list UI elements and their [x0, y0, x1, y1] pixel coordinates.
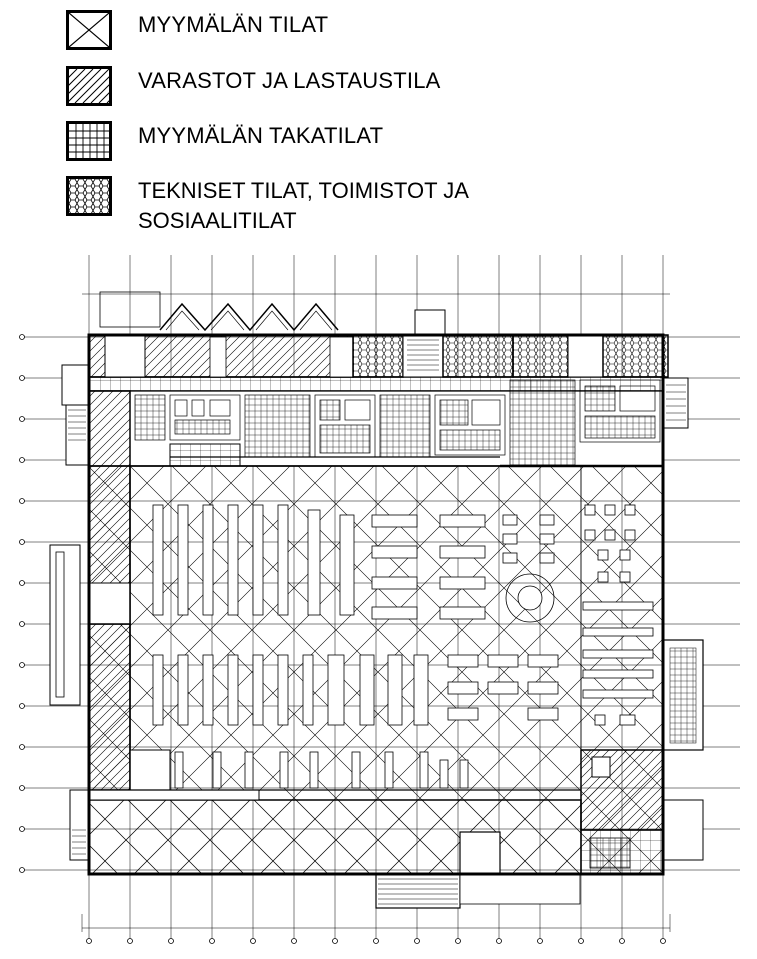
technical-room: [443, 335, 513, 377]
bottom-room: [460, 832, 500, 874]
stair-room: [403, 335, 443, 377]
legend-item-tekniset: [66, 176, 469, 236]
loading-door: [210, 337, 226, 377]
floor-plan: [0, 240, 757, 959]
grid-markers-left: [20, 335, 25, 873]
legend-item-varastot: [66, 66, 441, 106]
diagonal-hatch-swatch: [66, 66, 112, 106]
toilets: [590, 838, 630, 868]
exterior-stair: [62, 365, 88, 405]
checkout-line-band: [89, 790, 259, 800]
ramp: [50, 545, 80, 705]
technical-room: [353, 335, 403, 377]
back-room-grid-cell: [170, 444, 240, 466]
hexagon-swatch: [66, 176, 112, 216]
legend-label: TEKNISET TILAT, TOIMISTOT JA: [138, 178, 469, 203]
entrance-canopy: [460, 874, 580, 904]
legend-label: MYYMÄLÄN TAKATILAT: [138, 123, 384, 148]
legend-label-line2: SOSIAALITILAT: [138, 208, 297, 233]
legend-label: VARASTOT JA LASTAUSTILA: [138, 68, 441, 93]
grid-markers-bottom: [87, 939, 666, 944]
entrance-lobby-left: [89, 583, 130, 624]
side-rack: [670, 648, 696, 743]
social-room: [603, 335, 668, 377]
legend-label-block: [138, 176, 469, 236]
grid-swatch: [66, 121, 112, 161]
storage-left-lower: [89, 624, 130, 790]
loading-door: [330, 337, 353, 377]
lift: [592, 757, 610, 777]
legend-label: MYYMÄLÄN TILAT: [138, 12, 329, 37]
crosshatch-swatch: [66, 10, 112, 50]
exterior-stair: [70, 790, 88, 860]
exterior-stair: [66, 405, 88, 465]
sales-floor-bottom: [89, 800, 581, 874]
legend-item-myymalan-tilat: [66, 10, 328, 50]
corner-room: [130, 750, 170, 790]
office-room: [513, 335, 568, 377]
back-rooms-grid-band: [89, 377, 663, 391]
side-room-right: [663, 800, 703, 860]
corridor: [568, 335, 603, 377]
round-display-center: [518, 586, 542, 610]
loading-door: [105, 335, 145, 377]
exterior-stair-right: [663, 378, 688, 428]
roof-access: [415, 310, 445, 335]
legend-item-takatilat: [66, 121, 383, 161]
